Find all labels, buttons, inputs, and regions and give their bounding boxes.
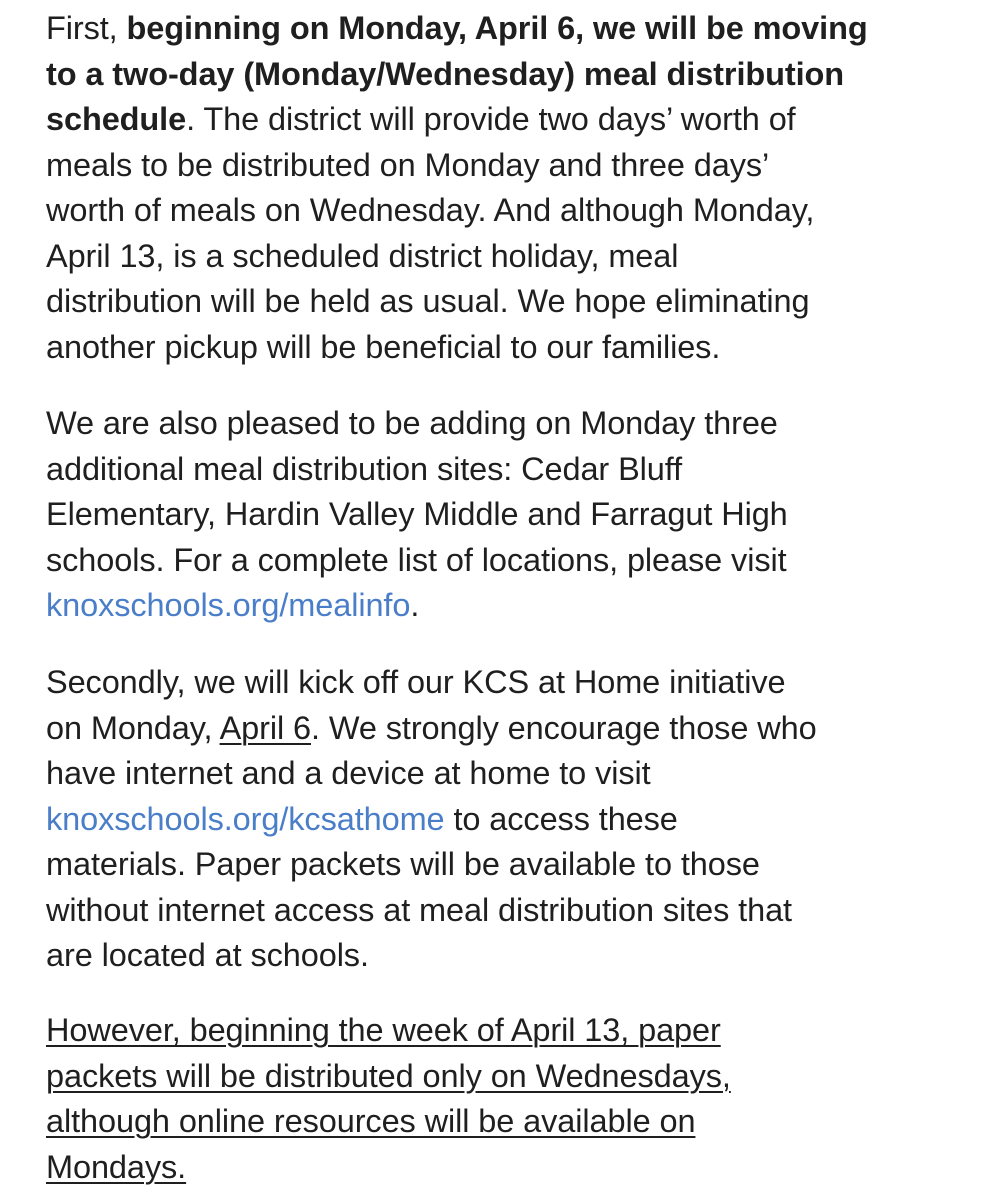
text-line: Secondly, we will kick off our KCS at Home initiative	[46, 664, 786, 700]
text-line: We are also pleased to be adding on Monday three	[46, 405, 778, 441]
text-line: meals to be distributed on Monday and three days’	[46, 146, 770, 183]
text-line	[46, 706, 996, 752]
underlined-text: Mondays.	[46, 1148, 187, 1185]
text-line: Elementary, Hardin Valley Middle and Farragut High	[46, 496, 788, 532]
text-run: . The district will provide two days’ worth of	[186, 101, 796, 137]
text-run: First,	[46, 10, 127, 46]
text-line	[46, 1054, 996, 1100]
bold-text-line: to a two-day (Monday/Wednesday) meal distribution	[46, 55, 845, 92]
underlined-date: April 6	[219, 709, 311, 746]
text-line	[46, 1145, 996, 1191]
text-line	[46, 1099, 996, 1145]
paragraph-paper-packets	[46, 1008, 996, 1190]
text-line: distribution will be held as usual. We hope eliminating	[46, 283, 810, 319]
paragraph-meal-schedule	[46, 6, 996, 370]
text-line: another pickup will be beneficial to our families.	[46, 328, 721, 365]
text-run: to access these	[444, 800, 678, 837]
underlined-text: packets will be distributed only on Wednesdays,	[46, 1057, 731, 1094]
text-line: are located at schools.	[46, 937, 369, 973]
text-line	[46, 6, 996, 52]
text-line	[46, 97, 996, 143]
text-line: schools. For a complete list of locations, please visit	[46, 541, 787, 578]
underlined-text: However, beginning the week of April 13, paper	[46, 1012, 721, 1048]
text-line: have internet and a device at home to visit	[46, 755, 651, 791]
underlined-text: although online resources will be available on	[46, 1103, 696, 1139]
text-line: additional meal distribution sites: Cedar Bluff	[46, 450, 683, 487]
text-line: April 13, is a scheduled district holiday, meal	[46, 237, 679, 274]
paragraph-kcs-at-home	[46, 660, 996, 979]
text-line	[46, 1008, 996, 1054]
text-line	[46, 797, 996, 843]
paragraph-new-sites	[46, 401, 996, 629]
text-run: . We strongly encourage those who	[310, 709, 817, 746]
text-run: .	[410, 587, 420, 623]
bold-text: schedule	[46, 101, 187, 137]
bold-text: beginning on Monday, April 6, we will be moving	[126, 10, 868, 46]
mealinfo-link[interactable]: knoxschools.org/mealinfo	[46, 587, 411, 623]
kcsathome-link[interactable]: knoxschools.org/kcsathome	[46, 800, 445, 837]
text-line: without internet access at meal distribution sites that	[46, 891, 792, 928]
text-run: on Monday,	[46, 709, 220, 746]
text-line	[46, 583, 996, 629]
text-line: worth of meals on Wednesday. And although Monday,	[46, 192, 815, 228]
text-line: materials. Paper packets will be available to those	[46, 846, 760, 882]
